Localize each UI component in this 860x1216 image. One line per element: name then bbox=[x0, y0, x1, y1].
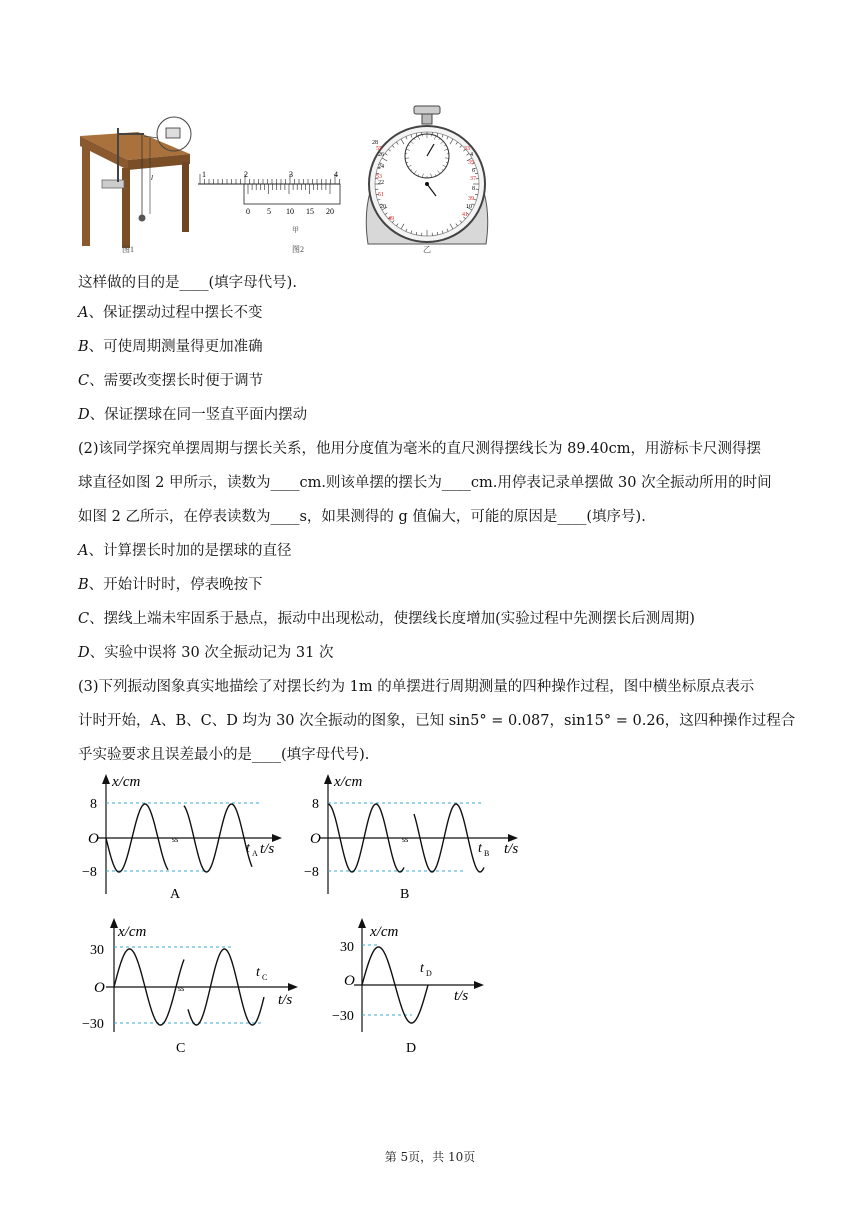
dial-number: 20 bbox=[380, 204, 386, 210]
q1-stem: 这样做的目的是____(填字母代号). bbox=[78, 275, 297, 291]
figure-apparatus bbox=[78, 104, 498, 258]
q3-line-1: (3)下列振动图象真实地描绘了对摆长约为 1m 的单摆进行周期测量的四种操作过程，图中横坐标原点表示 bbox=[78, 679, 755, 695]
dial-number: 24 bbox=[378, 164, 384, 170]
dial-number: 26 bbox=[378, 152, 384, 158]
graph-c-min: −30 bbox=[82, 1017, 104, 1032]
main-scale-number: 3 bbox=[289, 170, 293, 179]
graph-b-y-label: x/cm bbox=[334, 774, 363, 790]
graph-b-caption: B bbox=[400, 887, 410, 902]
graph-d-max: 30 bbox=[340, 940, 354, 955]
fig2-caption: 图2 bbox=[292, 245, 304, 254]
graph-c-x-label: t/s bbox=[278, 992, 293, 1008]
page-footer: 第 5页，共 10页 bbox=[384, 1150, 476, 1164]
stopwatch-label: 乙 bbox=[423, 245, 431, 254]
vernier-number: 15 bbox=[306, 207, 314, 216]
q2-option-d: D、实验中误将 30 次全振动记为 31 次 bbox=[78, 645, 334, 661]
dial-number: 6 bbox=[472, 168, 475, 174]
graph-b-min: −8 bbox=[304, 865, 319, 880]
graph-a-origin: O bbox=[88, 831, 99, 847]
graph-b-t-sub: B bbox=[484, 849, 490, 858]
graph-c-caption: C bbox=[176, 1041, 186, 1056]
graph-d bbox=[330, 914, 500, 1058]
graph-a-min: −8 bbox=[82, 865, 97, 880]
main-scale-number: 1 bbox=[202, 170, 206, 179]
svg-text:l: l bbox=[151, 174, 153, 182]
dial-number: 10 bbox=[466, 204, 472, 210]
graph-d-y-label: x/cm bbox=[370, 924, 399, 940]
main-scale-number: 2 bbox=[244, 170, 248, 179]
vernier-number: 5 bbox=[267, 207, 271, 216]
q2-option-c: C、摆线上端未牢固系于悬点，振动中出现松动，使摆线长度增加(实验过程中先测摆长后测周期) bbox=[78, 611, 695, 627]
svg-text:ss: ss bbox=[178, 984, 185, 993]
graph-c-t-sub: C bbox=[262, 973, 268, 982]
dial-number-red: 51 bbox=[378, 192, 384, 198]
graph-b-max: 8 bbox=[312, 797, 319, 812]
q2-line-2: 球直径如图 2 甲所示，读数为____cm.则该单摆的摆长为____cm.用停表记录单摆做 30 次全振动所用的时间 bbox=[78, 475, 772, 491]
graph-d-t-label: t bbox=[420, 961, 424, 976]
main-scale-number: 4 bbox=[334, 170, 338, 179]
dial-number-red: 55 bbox=[376, 146, 382, 152]
svg-text:ss: ss bbox=[172, 835, 179, 844]
vernier-number: 0 bbox=[246, 207, 250, 216]
graph-a-t-label: t bbox=[246, 841, 250, 856]
q3-line-2: 计时开始，A、B、C、D 均为 30 次全振动的图象，已知 sin5° = 0.087，sin15° = 0.26，这四种操作过程合 bbox=[78, 713, 796, 729]
dial-number-red: 41 bbox=[462, 212, 468, 218]
graph-a-caption: A bbox=[170, 887, 181, 902]
dial-number-red: 37 bbox=[470, 176, 476, 182]
q2-line-1: (2)该同学探究单摆周期与摆长关系，他用分度值为毫米的直尺测得摆线长为 89.40cm，用游标卡尺测得摆 bbox=[78, 441, 762, 457]
graph-d-x-label: t/s bbox=[454, 988, 469, 1004]
graph-d-origin: O bbox=[344, 973, 355, 989]
dial-number-red: 33 bbox=[464, 146, 470, 152]
graph-a-x-label: t/s bbox=[260, 841, 275, 857]
dial-number-red: 49 bbox=[388, 216, 394, 222]
dial-number: 8 bbox=[472, 186, 475, 192]
graph-c-origin: O bbox=[94, 980, 105, 996]
q2-option-a: A、计算摆长时加的是摆球的直径 bbox=[78, 543, 292, 559]
graph-a-max: 8 bbox=[90, 797, 97, 812]
q1-option-c: C、需要改变摆长时便于调节 bbox=[78, 373, 264, 389]
graph-c-t-label: t bbox=[256, 965, 260, 980]
graph-d-caption: D bbox=[406, 1041, 417, 1056]
graph-b-t-label: t bbox=[478, 841, 482, 856]
graph-a bbox=[84, 772, 284, 902]
dial-number-red: 53 bbox=[376, 174, 382, 180]
graph-c bbox=[84, 914, 314, 1058]
q1-option-a: A、保证摆动过程中摆长不变 bbox=[78, 305, 263, 321]
graph-c-y-label: x/cm bbox=[118, 924, 147, 940]
dial-number: 22 bbox=[378, 180, 384, 186]
q1-option-b: B、可使周期测量得更加准确 bbox=[78, 339, 263, 355]
vernier-number: 10 bbox=[286, 207, 294, 216]
dial-number: 4 bbox=[470, 152, 473, 158]
graph-b bbox=[304, 772, 534, 902]
graph-a-y-label: x/cm bbox=[112, 774, 141, 790]
q2-line-3: 如图 2 乙所示，在停表读数为____s，如果测得的 g 值偏大，可能的原因是____(填序号). bbox=[78, 509, 646, 525]
q1-option-d: D、保证摆球在同一竖直平面内摆动 bbox=[78, 407, 308, 423]
graph-b-x-label: t/s bbox=[504, 841, 519, 857]
dial-number-red: 39 bbox=[468, 196, 474, 202]
graph-a-t-sub: A bbox=[252, 849, 258, 858]
vernier-number: 20 bbox=[326, 207, 334, 216]
graph-c-max: 30 bbox=[90, 943, 104, 958]
caliper-label: 甲 bbox=[292, 226, 299, 234]
graph-b-origin: O bbox=[310, 831, 321, 847]
graph-d-t-sub: D bbox=[426, 969, 432, 978]
graph-d-min: −30 bbox=[332, 1009, 354, 1024]
q2-option-b: B、开始计时时，停表晚按下 bbox=[78, 577, 263, 593]
svg-text:ss: ss bbox=[402, 835, 409, 844]
q3-line-3: 乎实验要求且误差最小的是____(填字母代号). bbox=[78, 747, 370, 763]
dial-number: 28 bbox=[372, 140, 378, 146]
figure-apparatus-svg bbox=[78, 104, 498, 258]
dial-number-red: 35 bbox=[468, 160, 474, 166]
fig1-caption: 图1 bbox=[122, 245, 134, 254]
